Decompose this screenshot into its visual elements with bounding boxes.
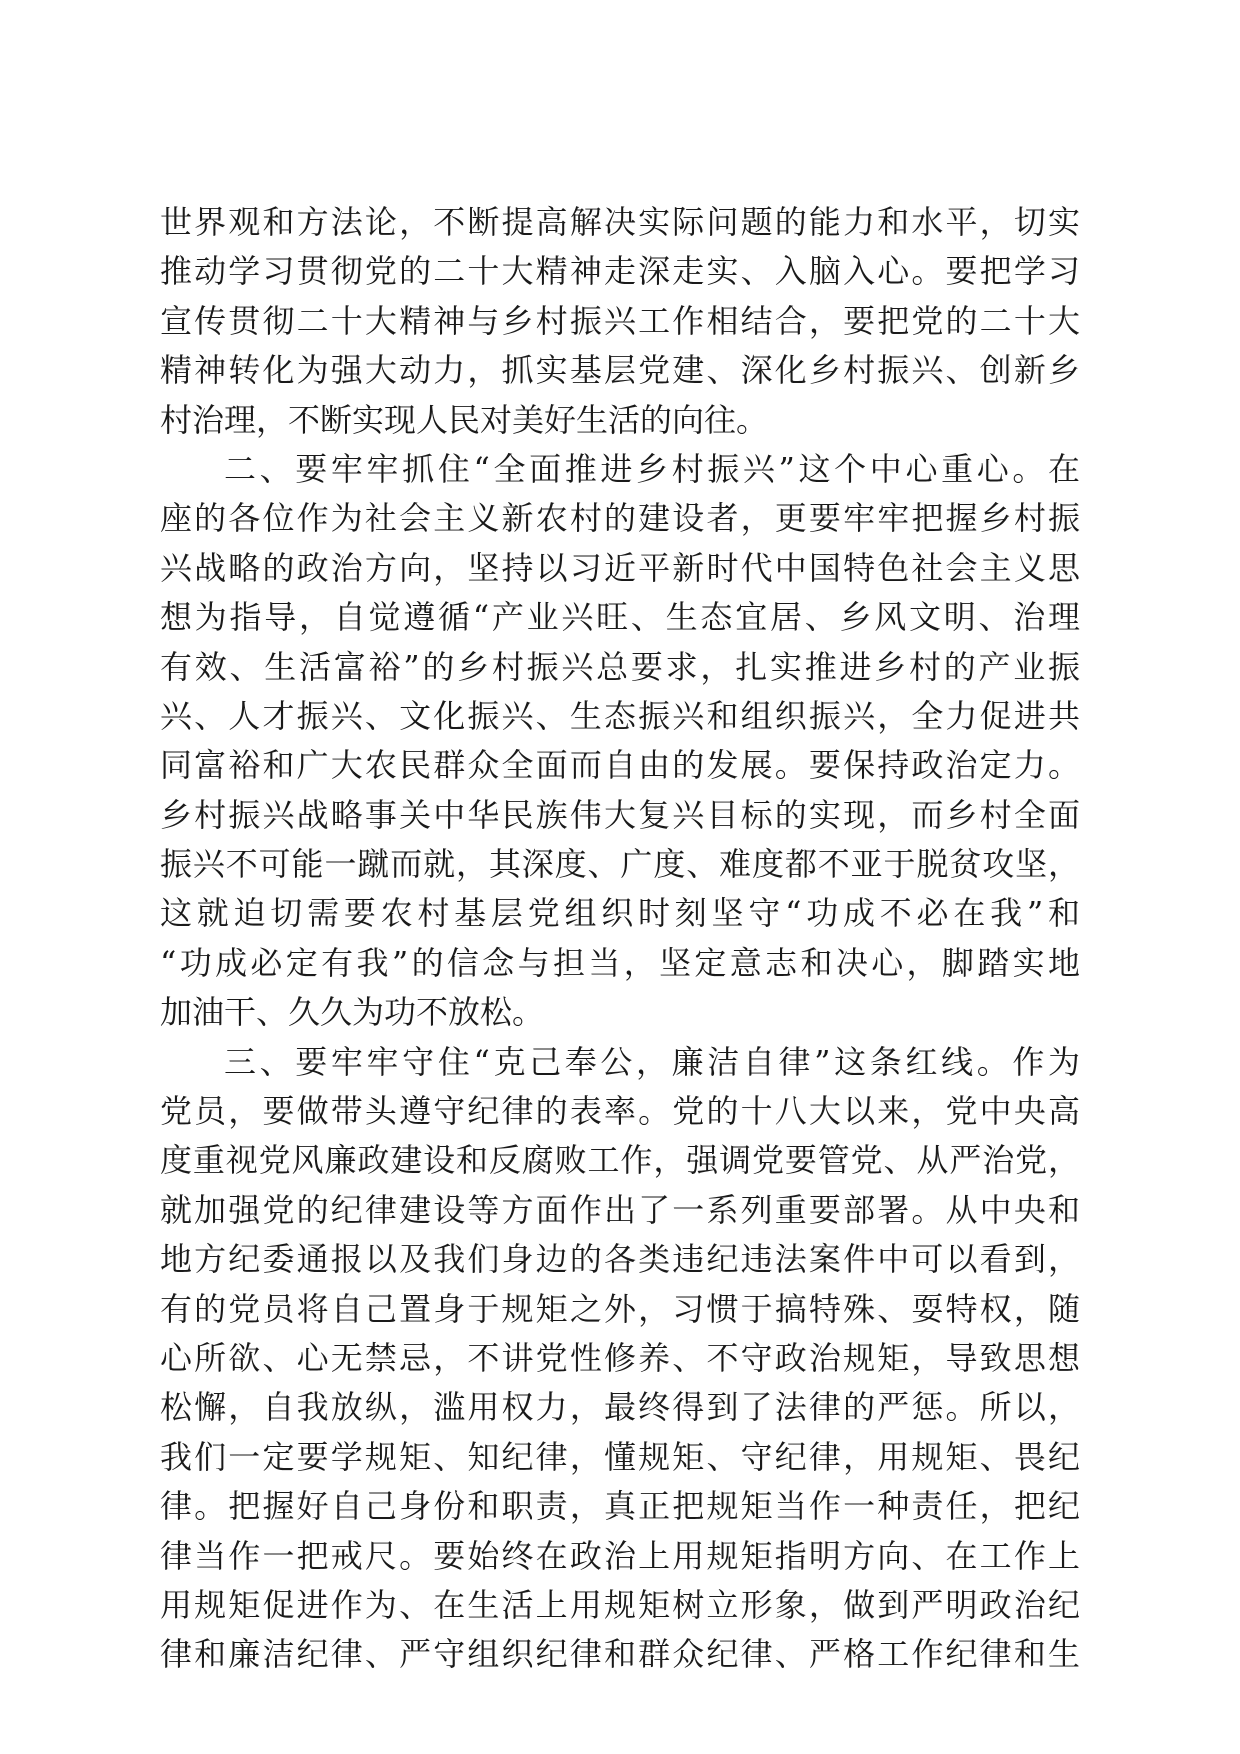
- text-line: 度重视党风廉政建设和反腐败工作，强调党要管党、从严治党，: [160, 1141, 1080, 1180]
- section-two-heading-line: 二、要牢牢抓住“全面推进乡村振兴”这个中心重心。在: [224, 449, 1080, 488]
- text-line: 就加强党的纪律建设等方面作出了一系列重要部署。从中央和: [160, 1190, 1080, 1229]
- text-line: 党员，要做带头遵守纪律的表率。党的十八大以来，党中央高: [160, 1092, 1080, 1131]
- text-line: 世界观和方法论，不断提高解决实际问题的能力和水平，切实: [160, 203, 1080, 241]
- text-line: 有的党员将自己置身于规矩之外，习惯于搞特殊、耍特权，随: [160, 1289, 1080, 1328]
- text-line: 精神转化为强大动力，抓实基层党建、深化乡村振兴、创新乡: [160, 351, 1080, 390]
- text-line: 这就迫切需要农村基层党组织时刻坚守“功成不必在我”和: [160, 894, 1080, 933]
- text-line: 兴、人才振兴、文化振兴、生态振兴和组织振兴，全力促进共: [160, 696, 1080, 735]
- text-line: 想为指导，自觉遵循“产业兴旺、生态宜居、乡风文明、治理: [160, 598, 1080, 637]
- text-line: 同富裕和广大农民群众全面而自由的发展。要保持政治定力。: [160, 746, 1080, 785]
- text-line: 乡村振兴战略事关中华民族伟大复兴目标的实现，而乡村全面: [160, 795, 1080, 834]
- text-line: 律当作一把戒尺。要始终在政治上用规矩指明方向、在工作上: [160, 1536, 1080, 1575]
- text-line: 有效、生活富裕”的乡村振兴总要求，扎实推进乡村的产业振: [160, 647, 1080, 686]
- section-three-heading-line: 三、要牢牢守住“克己奉公，廉洁自律”这条红线。作为: [224, 1042, 1080, 1081]
- text-line: 村治理，不断实现人民对美好生活的向往。: [160, 400, 769, 439]
- text-line: 振兴不可能一蹴而就，其深度、广度、难度都不亚于脱贫攻坚，: [160, 845, 1080, 884]
- text-line: “功成必定有我”的信念与担当，坚定意志和决心，脚踏实地: [160, 943, 1080, 982]
- text-line: 心所欲、心无禁忌，不讲党性修养、不守政治规矩，导致思想: [160, 1338, 1080, 1377]
- text-line: 律。把握好自己身份和职责，真正把规矩当作一种责任，把纪: [160, 1487, 1080, 1526]
- text-line: 座的各位作为社会主义新农村的建设者，更要牢牢把握乡村振: [160, 499, 1080, 538]
- text-line: 兴战略的政治方向，坚持以习近平新时代中国特色社会主义思: [160, 548, 1080, 587]
- text-line: 用规矩促进作为、在生活上用规矩树立形象，做到严明政治纪: [160, 1585, 1080, 1624]
- body-text: [160, 198, 1080, 1680]
- text-line: 宣传贯彻二十大精神与乡村振兴工作相结合，要把党的二十大: [160, 301, 1080, 340]
- text-line: 地方纪委通报以及我们身边的各类违纪违法案件中可以看到，: [160, 1240, 1080, 1279]
- text-line: 律和廉洁纪律、严守组织纪律和群众纪律、严格工作纪律和生: [160, 1635, 1080, 1674]
- text-line: 我们一定要学规矩、知纪律，懂规矩、守纪律，用规矩、畏纪: [160, 1437, 1080, 1476]
- text-line: 推动学习贯彻党的二十大精神走深走实、入脑入心。要把学习: [160, 252, 1080, 291]
- text-line: 加油干、久久为功不放松。: [160, 993, 545, 1032]
- text-line: 松懈，自我放纵，滥用权力，最终得到了法律的严惩。所以，: [160, 1388, 1080, 1427]
